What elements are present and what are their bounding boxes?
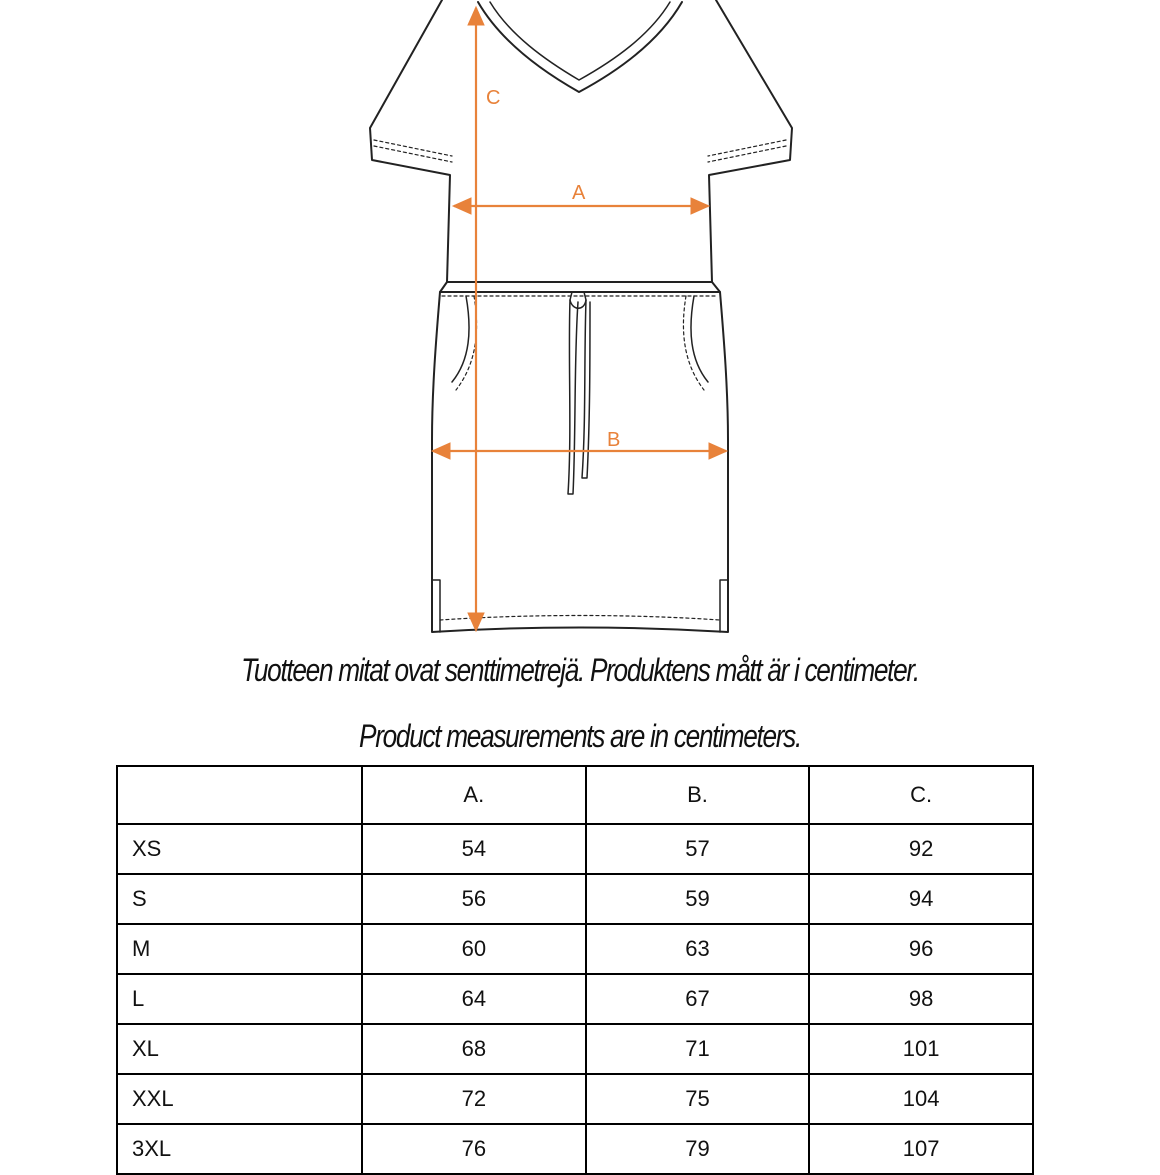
label-a: A xyxy=(572,182,586,204)
caption-units-en: Product measurements are in centimeters. xyxy=(359,718,801,754)
size-cell: XS xyxy=(117,824,362,874)
value-cell: 59 xyxy=(586,874,810,924)
table-row xyxy=(117,1124,1033,1174)
table-row xyxy=(117,924,1033,974)
table-header-a: A. xyxy=(362,766,586,824)
table-header-b: B. xyxy=(586,766,810,824)
size-cell: S xyxy=(117,874,362,924)
pocket-left xyxy=(452,296,469,382)
bodice-outline xyxy=(370,0,792,282)
label-c: C xyxy=(486,87,501,109)
value-cell: 71 xyxy=(586,1024,810,1074)
value-cell: 92 xyxy=(809,824,1033,874)
table-row xyxy=(117,874,1033,924)
value-cell: 94 xyxy=(809,874,1033,924)
size-cell: L xyxy=(117,974,362,1024)
size-cell: 3XL xyxy=(117,1124,362,1174)
table-row xyxy=(117,974,1033,1024)
neckline xyxy=(478,2,682,92)
table-header-row xyxy=(117,766,1033,824)
table-header-size xyxy=(117,766,362,824)
caption-units-fi-sv: Tuotteen mitat ovat senttimetrejä. Produktens mått är i centimeter. xyxy=(241,652,919,688)
value-cell: 60 xyxy=(362,924,586,974)
pocket-right xyxy=(691,296,708,382)
value-cell: 67 xyxy=(586,974,810,1024)
value-cell: 76 xyxy=(362,1124,586,1174)
value-cell: 57 xyxy=(586,824,810,874)
size-cell: M xyxy=(117,924,362,974)
table-header-c: C. xyxy=(809,766,1033,824)
value-cell: 104 xyxy=(809,1074,1033,1124)
table-row xyxy=(117,1074,1033,1124)
value-cell: 68 xyxy=(362,1024,586,1074)
value-cell: 107 xyxy=(809,1124,1033,1174)
label-b: B xyxy=(607,429,621,451)
value-cell: 54 xyxy=(362,824,586,874)
value-cell: 72 xyxy=(362,1074,586,1124)
table-row xyxy=(117,824,1033,874)
value-cell: 56 xyxy=(362,874,586,924)
value-cell: 79 xyxy=(586,1124,810,1174)
table-row xyxy=(117,1024,1033,1074)
size-cell: XXL xyxy=(117,1074,362,1124)
value-cell: 101 xyxy=(809,1024,1033,1074)
value-cell: 64 xyxy=(362,974,586,1024)
size-cell: XL xyxy=(117,1024,362,1074)
value-cell: 63 xyxy=(586,924,810,974)
size-chart-table xyxy=(116,765,1034,1175)
waistband xyxy=(440,282,720,292)
value-cell: 98 xyxy=(809,974,1033,1024)
value-cell: 96 xyxy=(809,924,1033,974)
value-cell: 75 xyxy=(586,1074,810,1124)
